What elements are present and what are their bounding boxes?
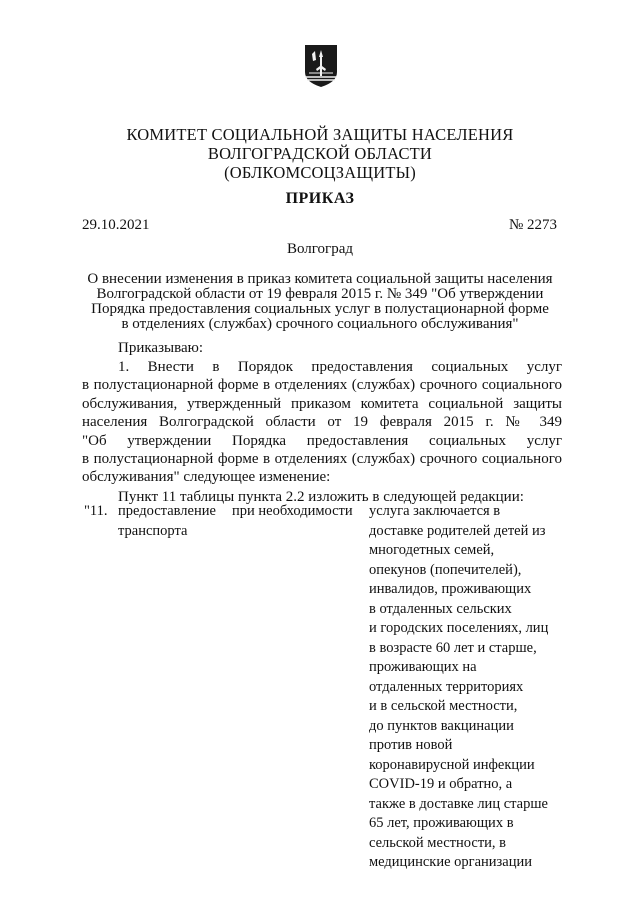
description-line: проживающих на — [369, 659, 477, 675]
description-line: и городских поселениях, лиц — [369, 620, 549, 636]
subject-line: Порядка предоставления социальных услуг в полустационарной форме — [91, 301, 549, 317]
paragraph-1-line: 1. Внести в Порядок предоставления социальных услуг — [118, 359, 562, 375]
volgograd-coat-of-arms-icon — [303, 44, 339, 88]
description-line: медицинские организации — [369, 854, 532, 870]
order-city: Волгоград — [286, 241, 353, 257]
description-line: опекунов (попечителей), — [369, 561, 522, 578]
order-word: Приказываю: — [118, 340, 203, 356]
description-line: и в сельской местности, — [369, 698, 518, 714]
paragraph-1 — [82, 358, 562, 487]
paragraph-1-line: "Об утверждении Порядка предоставления социальных услуг — [82, 432, 562, 449]
description-line: сельской местности, в — [369, 834, 507, 851]
description-line: многодетных семей, — [369, 542, 495, 558]
order-date: 29.10.2021 — [82, 217, 150, 233]
org-name-line-1: КОМИТЕТ СОЦИАЛЬНОЙ ЗАЩИТЫ НАСЕЛЕНИЯ — [126, 125, 514, 144]
paragraph-1-line: обслуживания" следующее изменение: — [82, 469, 331, 486]
description-line: отдаленных территориях — [369, 678, 524, 695]
service-line: предоставление — [118, 503, 216, 519]
paragraph-2: Пункт 11 таблицы пункта 2.2 изложить в следующей редакции: — [118, 489, 524, 505]
description-line: в возрасте 60 лет и старше, — [369, 639, 537, 656]
description-line: также в доставке лиц старше — [369, 795, 548, 812]
org-name-line-3: (ОБЛКОМСОЦЗАЩИТЫ) — [224, 163, 416, 182]
description-line: 65 лет, проживающих в — [369, 815, 514, 831]
service-line: транспорта — [118, 522, 188, 539]
description-line: доставке родителей детей из — [369, 522, 546, 539]
subject-line: в отделениях (службах) срочного социального обслуживания" — [121, 316, 519, 332]
order-number: № 2273 — [508, 217, 557, 233]
table-row-service — [118, 502, 216, 541]
table-row-description — [369, 502, 548, 873]
description-line: в отдаленных сельских — [369, 600, 512, 617]
description-line: COVID-19 и обратно, а — [369, 776, 513, 792]
document-type-title: ПРИКАЗ — [285, 190, 355, 207]
description-line: до пунктов вакцинации — [369, 717, 514, 734]
table-row-number: "11. — [84, 503, 108, 519]
description-line: инвалидов, проживающих — [369, 581, 532, 597]
paragraph-1-line: в полустационарной форме в отделениях (службах) срочного социального — [82, 377, 562, 394]
description-line: коронавирусной инфекции — [369, 756, 535, 773]
description-line: против новой — [369, 737, 453, 753]
paragraph-1-line: населения Волгоградской области от 19 февраля 2015 г. № 349 — [82, 414, 562, 431]
description-line: услуга заключается в — [369, 503, 501, 519]
subject-line: О внесении изменения в приказ комитета социальной защиты населения — [87, 271, 553, 287]
paragraph-1-line: обслуживания, утвержденный приказом комитета социальной защиты — [82, 395, 562, 412]
paragraph-1-line: в полустационарной форме в отделениях (службах) срочного социального — [82, 451, 562, 468]
table-row-condition: при необходимости — [232, 503, 353, 519]
subject-line: Волгоградской области от 19 февраля 2015 г. № 349 "Об утверждении — [96, 286, 544, 302]
order-subject — [80, 272, 560, 332]
coat-of-arms-emblem — [303, 44, 339, 88]
org-name-line-2: ВОЛГОГРАДСКОЙ ОБЛАСТИ — [207, 144, 433, 163]
